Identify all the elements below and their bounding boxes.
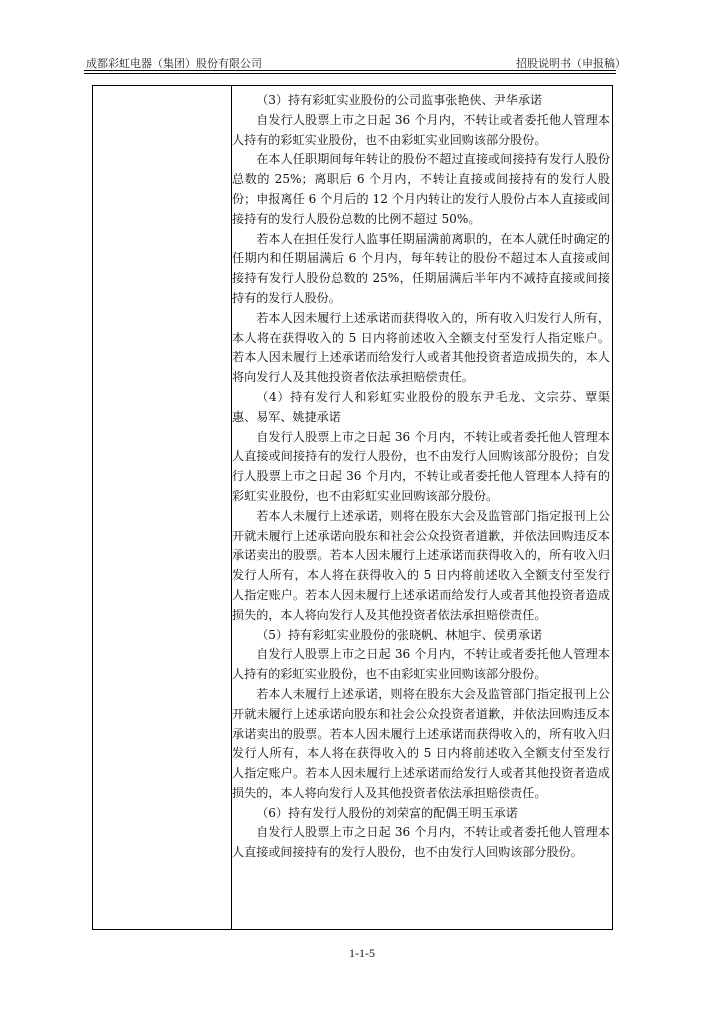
section-heading-4: （4）持有发行人和彩虹实业股份的股东尹毛龙、文宗芬、覃渠惠、易军、姚捷承诺	[232, 389, 610, 424]
section-heading-3: （3）持有彩虹实业股份的公司监事张艳侠、尹华承诺	[256, 93, 543, 107]
table-left-cell	[93, 86, 232, 929]
page-number: 1-1-5	[349, 946, 375, 960]
paragraph: 若本人未履行上述承诺，则将在股东大会及监管部门指定报刊上公开就未履行上述承诺向股东和社会公众投资者道歉，并依法回购违反本承诺卖出的股票。若本人因未履行上述承诺而获得收入的，所有收入归发行人所有，本人将在获得收入的 5 日内将前述收入全额支付至发行人指定账户。若本人因未履行上述承诺而给发行人或者其他投资者造成损失的，本人将向发行人及其他投资者依法承担赔偿责任。	[232, 508, 610, 622]
header-company-name: 成都彩虹电器（集团）股份有限公司	[86, 57, 262, 70]
paragraph: 自发行人股票上市之日起 36 个月内，不转让或者委托他人管理本人直接或间接持有的发行人股份，也不由发行人回购该部分股份；自发行人股票上市之日起 36 个月内，不转让或者委托他人管理本人持有的彩虹实业股份，也不由彩虹实业回购该部分股份。	[232, 429, 610, 503]
paragraph: 若本人未履行上述承诺，则将在股东大会及监管部门指定报刊上公开就未履行上述承诺向股东和社会公众投资者道歉，并依法回购违反本承诺卖出的股票。若本人因未履行上述承诺而获得收入的，所有收入归发行人所有，本人将在获得收入的 5 日内将前述收入全额支付至发行人指定账户。若本人因未履行上述承诺而给发行人或者其他投资者造成损失的，本人将向发行人及其他投资者依法承担赔偿责任。	[232, 686, 610, 800]
paragraph: 在本人任职期间每年转让的股份不超过直接或间接持有发行人股份总数的 25%；离职后 6 个月内，不转让直接或间接持有的发行人股份；申报离任 6 个月后的 12 个月内转让的发行人股份占本人直接或间接持有的发行人股份总数的比例不超过 50%。	[232, 152, 610, 226]
paragraph: 自发行人股票上市之日起 36 个月内，不转让或者委托他人管理本人直接或间接持有的发行人股份，也不由发行人回购该部分股份。	[232, 825, 610, 860]
header-rule-thin	[84, 73, 616, 74]
paragraph: 自发行人股票上市之日起 36 个月内，不转让或者委托他人管理本人持有的彩虹实业股份，也不由彩虹实业回购该部分股份。	[232, 647, 610, 682]
commitment-table	[92, 85, 613, 930]
paragraph: 自发行人股票上市之日起 36 个月内，不转让或者委托他人管理本人持有的彩虹实业股份，也不由彩虹实业回购该部分股份。	[232, 112, 610, 147]
header-rule-thick	[84, 70, 616, 71]
table-content-cell	[232, 91, 610, 863]
paragraph: 若本人在担任发行人监事任期届满前离职的，在本人就任时确定的任期内和任期届满后 6 个月内，每年转让的股份不超过本人直接或间接持有发行人股份总数的 25%，任期届满后半年内不减持直接或间接持有的发行人股份。	[232, 231, 610, 305]
paragraph: 若本人因未履行上述承诺而获得收入的，所有收入归发行人所有，本人将在获得收入的 5 日内将前述收入全额支付至发行人指定账户。若本人因未履行上述承诺而给发行人或者其他投资者造成损失的，本人将向发行人及其他投资者依法承担赔偿责任。	[232, 310, 610, 385]
header-document-title: 招股说明书（申报稿）	[516, 57, 626, 70]
section-heading-5: （5）持有彩虹实业股份的张晓帆、林旭宇、侯勇承诺	[256, 627, 543, 642]
section-heading-6: （6）持有发行人股份的刘荣富的配偶王明玉承诺	[256, 805, 518, 820]
